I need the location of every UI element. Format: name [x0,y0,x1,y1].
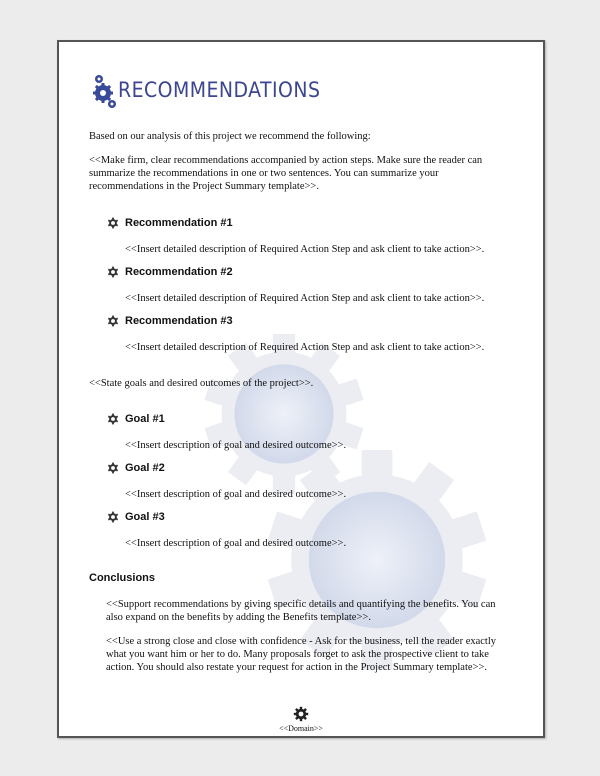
conclusions-line: <<Use a strong close and close with confidence - Ask for the business, tell the reader exactly [106,636,497,647]
gear-bullet-icon [107,217,119,229]
goal-heading: Goal #1 [125,413,165,425]
gear-bullet-icon [107,462,119,474]
goal-text: <<Insert description of goal and desired outcome>>. [125,538,347,549]
footer-domain: <<Domain>> [279,724,323,733]
conclusions-line: action. You should also restate your request for action in the Project Summary template>>. [106,662,488,673]
conclusions-line: also expand on the benefits by adding the Benefits template>>. [106,612,371,623]
gears-logo-icon [91,73,119,109]
recommendation-heading: Recommendation #3 [125,315,233,327]
recommendation-heading: Recommendation #2 [125,266,233,278]
guidance-line: <<Make firm, clear recommendations accompanied by action steps. Make sure the reader can [89,155,483,166]
gear-bullet-icon [107,511,119,523]
goals-intro-text: <<State goals and desired outcomes of the project>>. [89,378,314,389]
goal-text: <<Insert description of goal and desired outcome>>. [125,489,347,500]
recommendation-text: <<Insert detailed description of Required Action Step and ask client to take action>>. [125,342,485,353]
recommendation-text: <<Insert detailed description of Required Action Step and ask client to take action>>. [125,293,485,304]
gear-bullet-icon [107,413,119,425]
goal-heading: Goal #2 [125,462,165,474]
guidance-line: summarize the recommendations in one or two sentences. You can summarize your [89,168,439,179]
recommendation-text: <<Insert detailed description of Required Action Step and ask client to take action>>. [125,244,485,255]
gear-bullet-icon [107,266,119,278]
footer-gear-icon [293,706,309,722]
gear-bullet-icon [107,315,119,327]
recommendation-heading: Recommendation #1 [125,217,233,229]
page-title: RECOMMENDATIONS [118,78,321,102]
guidance-line: recommendations in the Project Summary template>>. [89,181,319,192]
goal-text: <<Insert description of goal and desired outcome>>. [125,440,347,451]
conclusions-heading: Conclusions [89,572,156,584]
document-page [57,40,545,738]
goal-heading: Goal #3 [125,511,165,523]
conclusions-line: what you want him or her to do. Many proposals forget to ask the prospective client to take [106,649,489,660]
conclusions-line: <<Support recommendations by giving specific details and quantifying the benefits. You can [106,599,496,610]
intro-text: Based on our analysis of this project we recommend the following: [89,131,371,142]
